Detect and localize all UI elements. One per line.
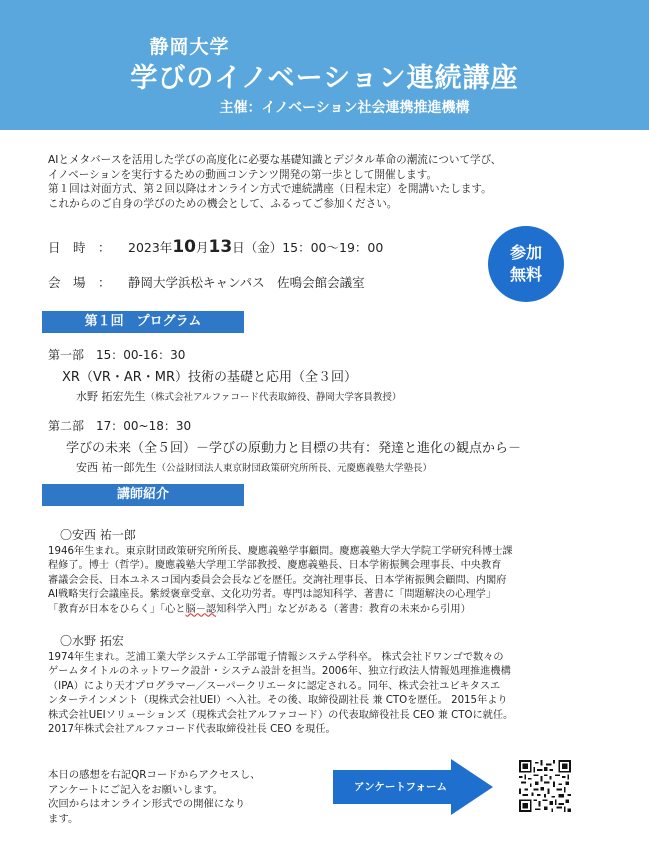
venue-value: 静岡大学浜松キャンパス 佐鳴会館会議室	[128, 275, 365, 290]
qr-code-icon[interactable]	[519, 760, 571, 812]
intro-line: 第１回は対面方式、第２回以降はオンライン方式で連続講座（日程未定）を開講いたします。	[48, 183, 492, 195]
bio-line: 2017年株式会社アルファコード代表取締役社長 CEO を現任。	[48, 724, 336, 735]
part-time: 第二部 17：00~18：30	[48, 419, 192, 433]
lecturer-name: 〇安西 祐一郎	[60, 528, 136, 542]
speaker-name: 安西 祐一郎先生	[76, 461, 157, 474]
survey-note	[48, 768, 261, 826]
lecturers-heading: 講師紹介	[42, 484, 244, 506]
header-banner	[0, 0, 649, 130]
event-venue	[48, 273, 365, 291]
note-line: アンケートにご記入をお願いします。	[48, 783, 224, 796]
bio-line: ゲームタイトルのネットワーク設計・システム設計を担当。2006年、独立行政法人情報処理推進機構	[48, 666, 511, 677]
date-year: 2023年	[128, 240, 173, 255]
bio-line: 審議会会長、日本ユネスコ国内委員会会長などを歴任。交詢社理事長、日本学術振興会顧問、内閣府	[48, 574, 507, 586]
bio-line: AI戦略実行会議座長。紫綬褒章受章、文化功労者。専門は認知科学、著書に「問題解決の心理学」	[48, 589, 497, 600]
bio-line: 程修了。博士（哲学）。慶應義塾大学理工学部教授、慶應義塾長、日本学術振興会理事長、中央教育	[48, 560, 502, 571]
speaker-name: 水野 拓宏先生	[76, 390, 146, 403]
lecturer-name: 〇水野 拓宏	[60, 634, 124, 648]
note-line: 本日の感想を右記QRコードからアクセスし、	[48, 769, 261, 781]
survey-form-label[interactable]: アンケートフォーム	[353, 781, 448, 793]
date-time: （金）15：00〜19：00	[244, 240, 384, 255]
intro-line: イノベーションを実行するための動画コンテンツ開発の第一歩として開催します。	[48, 168, 438, 181]
program-part-2	[48, 417, 608, 475]
note-line: ます。	[48, 812, 79, 825]
date-day: 13	[208, 237, 233, 257]
host-organization: 主催：イノベーション社会連携推進機構	[219, 100, 470, 116]
part-topic: 学びの未来（全５回）－学びの原動力と目標の共有：発達と進化の観点から－	[66, 441, 522, 456]
page-title: 学びのイノベーション連続講座	[130, 63, 519, 94]
program-part-1	[48, 346, 608, 404]
intro-text	[48, 153, 608, 211]
bio-line: 1974年生まれ。芝浦工業大学システム工学部電子情報システム学科卒。 株式会社ドワンゴで数々の	[48, 651, 504, 663]
program-heading: 第１回 プログラム	[42, 311, 244, 333]
university-name: 静岡大学	[149, 36, 230, 58]
free-admission-badge	[488, 226, 564, 302]
part-speaker	[48, 388, 608, 404]
badge-line-2: 無料	[509, 265, 542, 284]
intro-line: これからのご自身の学びのための機会として、ふるってご参加ください。	[48, 197, 398, 210]
badge-line-1: 参加	[509, 243, 542, 262]
bio-line: 「教育が日本をひらく」「心と脳－認知科学入門」などがある（著書：教育の未来から引用）	[48, 603, 471, 615]
date-label: 日 時 ：	[48, 240, 111, 255]
speaker-affiliation: （株式会社アルファコード代表取締役、静岡大学客員教授）	[145, 392, 402, 403]
lecturer-profile-mizuno	[48, 634, 608, 738]
spellcheck-mark: 脳－認	[185, 603, 217, 615]
date-month-unit: 月	[195, 240, 209, 255]
bio-line: ンターテインメント（現株式会社UEI）へ入社。その後、取締役副社長 兼 CTOを歴任。 2015年より	[48, 695, 508, 706]
event-date	[48, 237, 383, 257]
intro-line: AIとメタバースを活用した学びの高度化に必要な基礎知識とデジタル革命の潮流について学び、	[48, 154, 502, 166]
note-line: 次回からはオンライン形式での開催になり	[48, 798, 246, 810]
bio-line: 株式会社UEIソリューションズ（現株式会社アルファコード）の代表取締役社長 CEO 兼 CTOに就任。	[48, 709, 514, 721]
part-time: 第一部 15：00-16：30	[48, 348, 186, 362]
speaker-affiliation: （公益財団法人東京財団政策研究所所長、元慶應義塾大学塾長）	[156, 463, 433, 474]
lecturer-profile-anzai	[48, 528, 608, 617]
venue-label: 会 場 ：	[48, 275, 111, 290]
bio-line: （IPA）により天才プログラマー／スーパークリエータに認定される。同年、株式会社ユビキタスエ	[48, 680, 501, 692]
part-speaker	[48, 459, 608, 475]
bio-line: 1946年生まれ。東京財団政策研究所所長、慶應義塾学事顧問。慶應義塾大学大学院工学研究科博士課	[48, 545, 513, 557]
part-topic: XR（VR・AR・MR）技術の基礎と応用（全３回）	[62, 370, 358, 385]
date-month: 10	[172, 237, 196, 257]
date-day-unit: 日	[232, 240, 245, 255]
